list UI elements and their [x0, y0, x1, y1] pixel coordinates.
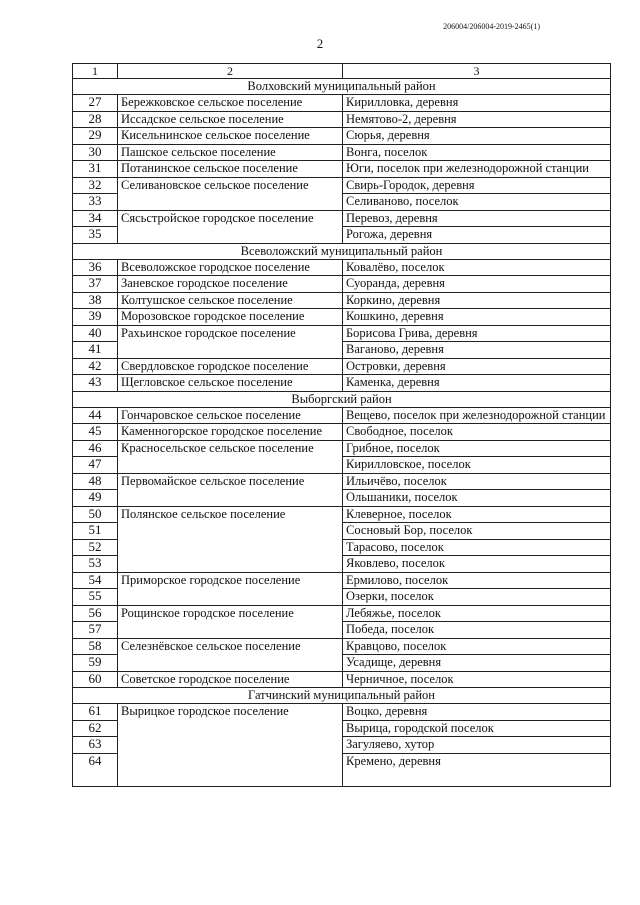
- row-number: 43: [73, 375, 118, 392]
- table-row: [73, 572, 611, 589]
- locality-name: Сосновый Бор, поселок: [343, 523, 611, 540]
- locality-name: Суоранда, деревня: [343, 276, 611, 293]
- row-number: 47: [73, 457, 118, 474]
- table-row: [73, 276, 611, 293]
- locality-name: Кошкино, деревня: [343, 309, 611, 326]
- locality-name: Яковлево, поселок: [343, 556, 611, 573]
- table-row: [73, 177, 611, 194]
- settlement-name: Бережковское сельское поселение: [118, 95, 343, 112]
- row-number: 48: [73, 473, 118, 490]
- locality-name: Ермилово, поселок: [343, 572, 611, 589]
- row-number: 64: [73, 753, 118, 786]
- locality-name: Грибное, поселок: [343, 440, 611, 457]
- settlement-name: Заневское городское поселение: [118, 276, 343, 293]
- locality-name: Клеверное, поселок: [343, 506, 611, 523]
- row-number: 57: [73, 622, 118, 639]
- settlement-name: Кисельнинское сельское поселение: [118, 128, 343, 145]
- row-number: 51: [73, 523, 118, 540]
- table-row: [73, 111, 611, 128]
- section-title: Волховский муниципальный район: [73, 79, 611, 95]
- table-header-row: [73, 64, 611, 79]
- table-row: [73, 144, 611, 161]
- section-row: [73, 391, 611, 407]
- row-number: 36: [73, 259, 118, 276]
- table-row: [73, 407, 611, 424]
- row-number: 53: [73, 556, 118, 573]
- section-row: [73, 79, 611, 95]
- column-header: 2: [118, 64, 343, 79]
- table-row: [73, 473, 611, 490]
- settlement-name: Гончаровское сельское поселение: [118, 407, 343, 424]
- settlement-name: Советское городское поселение: [118, 671, 343, 688]
- locality-name: Ваганово, деревня: [343, 342, 611, 359]
- locality-name: Лебяжье, поселок: [343, 605, 611, 622]
- row-number: 37: [73, 276, 118, 293]
- locality-name: Черничное, поселок: [343, 671, 611, 688]
- locality-name: Селиваново, поселок: [343, 194, 611, 211]
- table-row: [73, 638, 611, 655]
- table-row: [73, 440, 611, 457]
- locality-name: Вырица, городской поселок: [343, 720, 611, 737]
- table-row: [73, 292, 611, 309]
- table-row: [73, 605, 611, 622]
- table-row: [73, 128, 611, 145]
- locality-name: Юги, поселок при железнодорожной станции: [343, 161, 611, 178]
- table-row: [73, 375, 611, 392]
- row-number: 31: [73, 161, 118, 178]
- row-number: 59: [73, 655, 118, 672]
- section-row: [73, 243, 611, 259]
- row-number: 32: [73, 177, 118, 194]
- locality-name: Кравцово, поселок: [343, 638, 611, 655]
- settlement-name: Иссадское сельское поселение: [118, 111, 343, 128]
- locality-name: Коркино, деревня: [343, 292, 611, 309]
- settlement-name: Пашское сельское поселение: [118, 144, 343, 161]
- table-row: [73, 325, 611, 342]
- row-number: 39: [73, 309, 118, 326]
- section-title: Выборгский район: [73, 391, 611, 407]
- locality-name: Свободное, поселок: [343, 424, 611, 441]
- settlement-name: Морозовское городское поселение: [118, 309, 343, 326]
- locality-name: Борисова Грива, деревня: [343, 325, 611, 342]
- row-number: 33: [73, 194, 118, 211]
- settlement-name: Щегловское сельское поселение: [118, 375, 343, 392]
- row-number: 34: [73, 210, 118, 227]
- settlements-table: [72, 63, 611, 787]
- row-number: 46: [73, 440, 118, 457]
- locality-name: Свирь-Городок, деревня: [343, 177, 611, 194]
- locality-name: Островки, деревня: [343, 358, 611, 375]
- locality-name: Рогожа, деревня: [343, 227, 611, 244]
- settlement-name: Каменногорское городское поселение: [118, 424, 343, 441]
- row-number: 55: [73, 589, 118, 606]
- row-number: 41: [73, 342, 118, 359]
- locality-name: Кремено, деревня: [343, 753, 611, 786]
- row-number: 61: [73, 704, 118, 721]
- section-title: Гатчинский муниципальный район: [73, 688, 611, 704]
- settlement-name: Селивановское сельское поселение: [118, 177, 343, 210]
- locality-name: Немятово-2, деревня: [343, 111, 611, 128]
- table-row: [73, 161, 611, 178]
- row-number: 62: [73, 720, 118, 737]
- settlement-name: Сясьстройское городское поселение: [118, 210, 343, 243]
- column-header: 1: [73, 64, 118, 79]
- locality-name: Тарасово, поселок: [343, 539, 611, 556]
- settlement-name: Полянское сельское поселение: [118, 506, 343, 572]
- table-row: [73, 95, 611, 112]
- settlement-name: Селезнёвское сельское поселение: [118, 638, 343, 671]
- settlement-name: Первомайское сельское поселение: [118, 473, 343, 506]
- section-title: Всеволожский муниципальный район: [73, 243, 611, 259]
- locality-name: Ольшаники, поселок: [343, 490, 611, 507]
- settlement-name: Всеволожское городское поселение: [118, 259, 343, 276]
- locality-name: Озерки, поселок: [343, 589, 611, 606]
- locality-name: Вонга, поселок: [343, 144, 611, 161]
- table-row: [73, 210, 611, 227]
- locality-name: Воцко, деревня: [343, 704, 611, 721]
- row-number: 27: [73, 95, 118, 112]
- column-header: 3: [343, 64, 611, 79]
- row-number: 58: [73, 638, 118, 655]
- settlement-name: Красносельское сельское поселение: [118, 440, 343, 473]
- row-number: 63: [73, 737, 118, 754]
- row-number: 45: [73, 424, 118, 441]
- locality-name: Ковалёво, поселок: [343, 259, 611, 276]
- settlement-name: Приморское городское поселение: [118, 572, 343, 605]
- locality-name: Кирилловка, деревня: [343, 95, 611, 112]
- document-id: 206004/206004-2019-2465(1): [443, 22, 540, 31]
- locality-name: Перевоз, деревня: [343, 210, 611, 227]
- settlement-name: Рахьинское городское поселение: [118, 325, 343, 358]
- table-row: [73, 424, 611, 441]
- row-number: 28: [73, 111, 118, 128]
- table-row: [73, 671, 611, 688]
- row-number: 35: [73, 227, 118, 244]
- locality-name: Вещево, поселок при железнодорожной станции: [343, 407, 611, 424]
- locality-name: Ильичёво, поселок: [343, 473, 611, 490]
- table-row: [73, 704, 611, 721]
- table-row: [73, 358, 611, 375]
- row-number: 52: [73, 539, 118, 556]
- locality-name: Победа, поселок: [343, 622, 611, 639]
- locality-name: Усадище, деревня: [343, 655, 611, 672]
- section-row: [73, 688, 611, 704]
- table-row: [73, 309, 611, 326]
- row-number: 38: [73, 292, 118, 309]
- row-number: 40: [73, 325, 118, 342]
- row-number: 54: [73, 572, 118, 589]
- row-number: 44: [73, 407, 118, 424]
- row-number: 60: [73, 671, 118, 688]
- row-number: 30: [73, 144, 118, 161]
- table-row: [73, 259, 611, 276]
- settlement-name: Колтушское сельское поселение: [118, 292, 343, 309]
- locality-name: Кирилловское, поселок: [343, 457, 611, 474]
- row-number: 49: [73, 490, 118, 507]
- settlement-name: Рощинское городское поселение: [118, 605, 343, 638]
- settlement-name: Потанинское сельское поселение: [118, 161, 343, 178]
- locality-name: Загуляево, хутор: [343, 737, 611, 754]
- row-number: 29: [73, 128, 118, 145]
- settlement-name: Свердловское городское поселение: [118, 358, 343, 375]
- settlement-name: Вырицкое городское поселение: [118, 704, 343, 787]
- row-number: 50: [73, 506, 118, 523]
- row-number: 42: [73, 358, 118, 375]
- row-number: 56: [73, 605, 118, 622]
- locality-name: Каменка, деревня: [343, 375, 611, 392]
- page-number: 2: [316, 36, 324, 51]
- table-row: [73, 506, 611, 523]
- locality-name: Сюрья, деревня: [343, 128, 611, 145]
